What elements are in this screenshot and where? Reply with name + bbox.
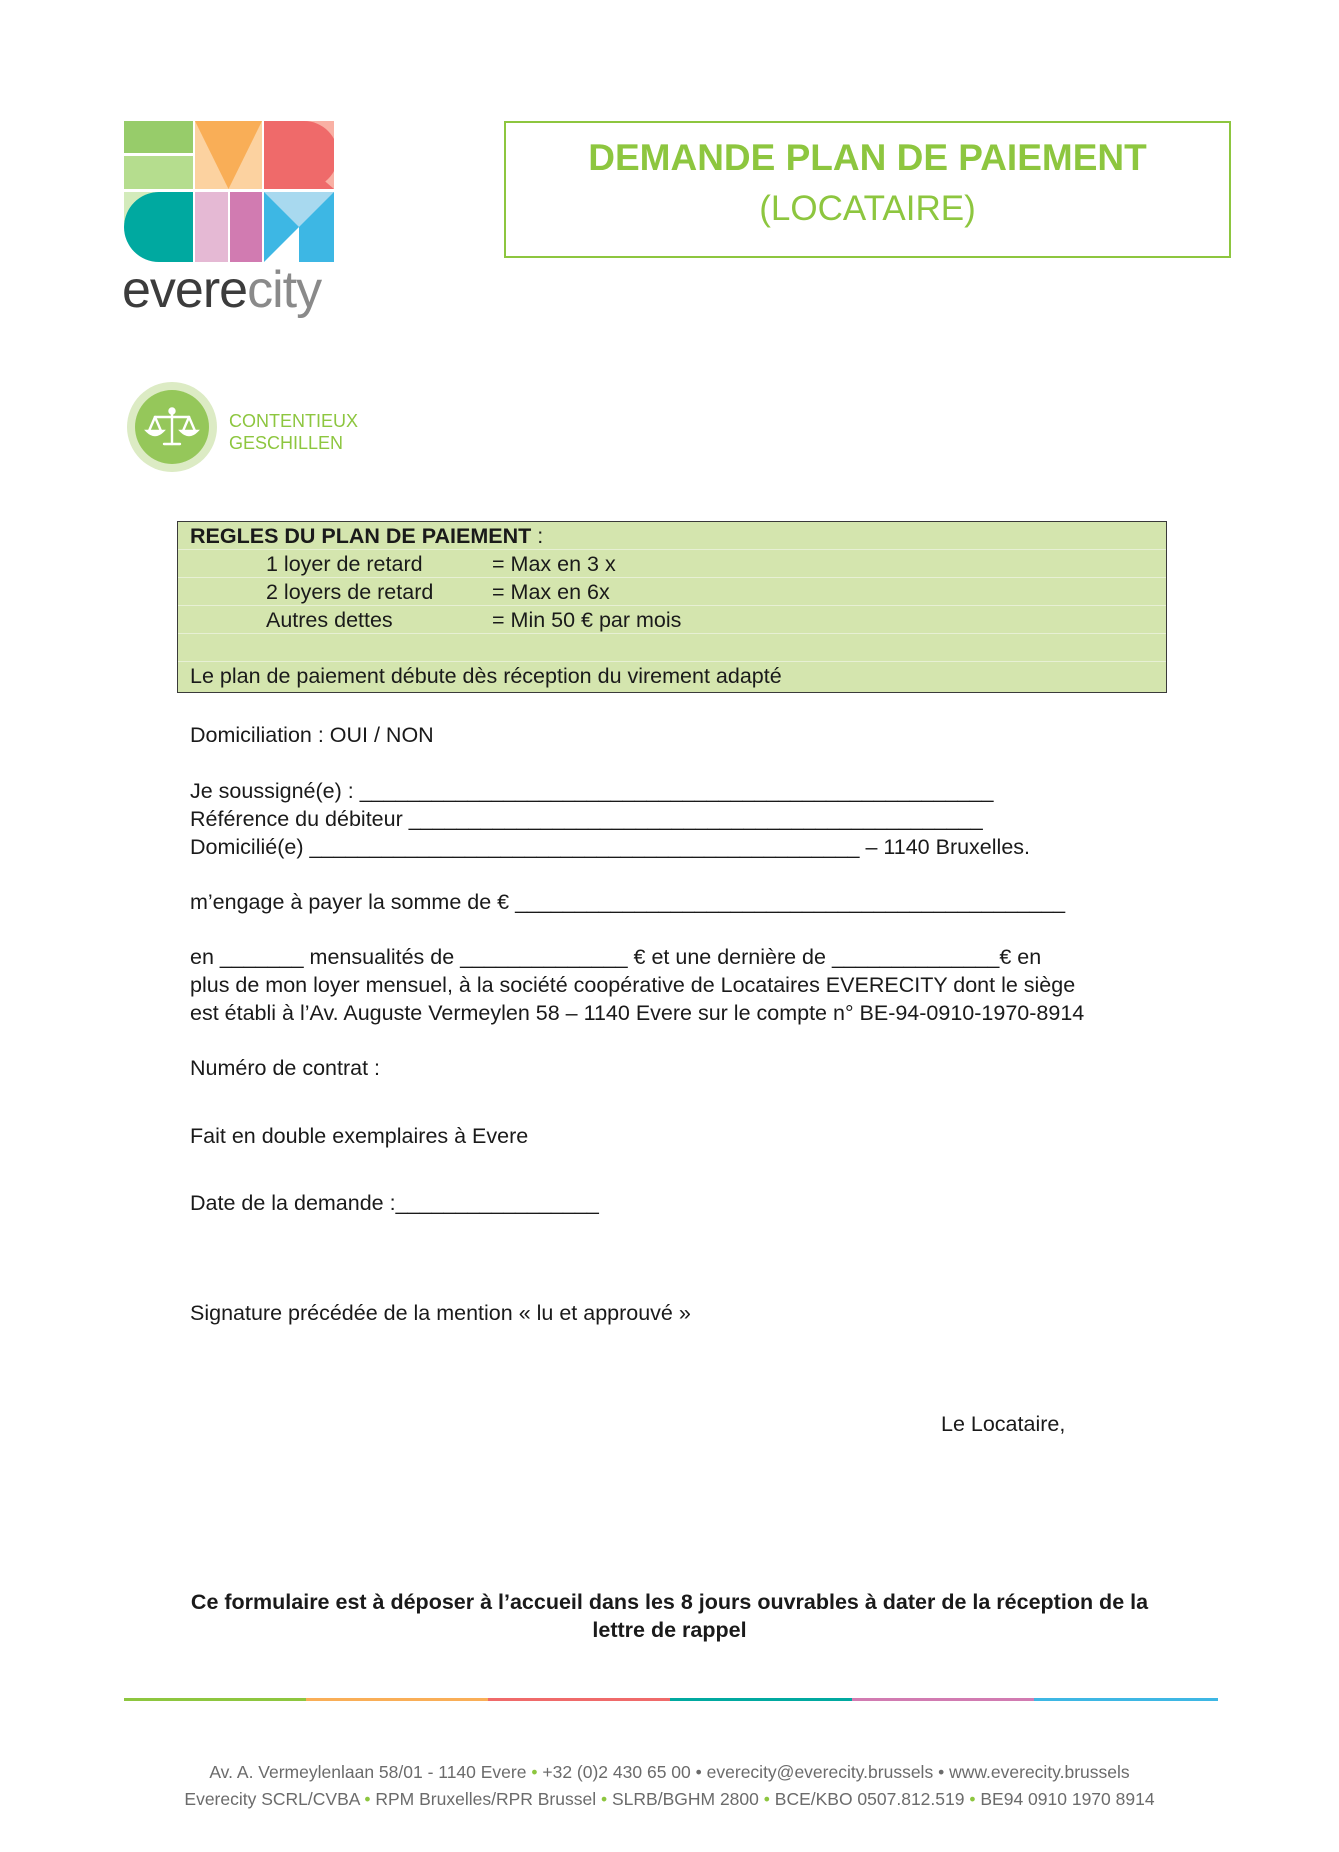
footer-company: Everecity SCRL/CVBA xyxy=(184,1789,360,1809)
separator-dot-icon: • xyxy=(364,1789,371,1809)
domicilie-field[interactable]: Domicilié(e) ______________________________________________ – 1140 Bruxelles. xyxy=(190,835,1031,859)
soussigne-field[interactable]: Je soussigné(e) : _____________________________________________________ xyxy=(190,779,994,803)
page-subtitle: (LOCATAIRE) xyxy=(759,189,976,228)
footer-address: Av. A. Vermeylenlaan 58/01 - 1140 Evere xyxy=(209,1762,527,1782)
separator-dot-icon: • xyxy=(695,1762,702,1782)
rule-value: = Min 50 € par mois xyxy=(492,608,682,632)
footer-legal-line xyxy=(0,1787,1339,1811)
scales-of-justice-icon xyxy=(135,390,209,464)
separator-dot-icon: • xyxy=(600,1789,608,1809)
contentieux-badge xyxy=(127,382,217,472)
installments-text: est établi à l’Av. Auguste Vermeylen 58 – 1140 Evere sur le compte n° BE-94-0910-1970-8914 xyxy=(190,1001,1085,1025)
tenant-label: Le Locataire, xyxy=(941,1412,1066,1436)
installments-text: plus de mon loyer mensuel, à la société coopérative de Locataires EVERECITY dont le siège xyxy=(190,973,1076,997)
footer-rpm: RPM Bruxelles/RPR Brussel xyxy=(375,1789,597,1809)
request-date-field[interactable]: Date de la demande :_________________ xyxy=(190,1191,599,1215)
deadline-notice-line2: lettre de rappel xyxy=(592,1618,747,1642)
page-title: DEMANDE PLAN DE PAIEMENT xyxy=(588,137,1147,178)
everecity-wordmark xyxy=(122,262,321,318)
rules-box xyxy=(177,521,1167,693)
rule-label: Autres dettes xyxy=(266,608,393,632)
rules-heading: REGLES DU PLAN DE PAIEMENT xyxy=(190,524,532,548)
separator-dot-icon: • xyxy=(763,1789,770,1809)
footer-contact-line xyxy=(0,1760,1339,1784)
deadline-notice-line1: Ce formulaire est à déposer à l’accueil dans les 8 jours ouvrables à dater de la réception de la xyxy=(190,1590,1149,1614)
rules-heading-suffix: : xyxy=(531,524,544,548)
domiciliation-field[interactable]: Domiciliation : OUI / NON xyxy=(190,723,434,747)
rule-value: = Max en 3 x xyxy=(492,552,616,576)
installments-field[interactable]: en _______ mensualités de ______________ € et une dernière de ______________€ en xyxy=(190,945,1042,969)
footer-phone: +32 (0)2 430 65 00 xyxy=(542,1762,691,1782)
badge-label-fr: CONTENTIEUX xyxy=(229,411,359,431)
signature-field[interactable]: Signature précédée de la mention « lu et approuvé » xyxy=(190,1301,691,1325)
separator-dot-icon: • xyxy=(969,1789,976,1809)
wordmark-part1: evere xyxy=(122,261,248,319)
reference-field[interactable]: Référence du débiteur ________________________________________________ xyxy=(190,807,983,831)
footer-color-line xyxy=(124,1698,1218,1701)
contract-number-field[interactable]: Numéro de contrat : xyxy=(190,1056,381,1080)
wordmark-part2: city xyxy=(247,261,322,319)
footer-slrb: SLRB/BGHM 2800 xyxy=(612,1789,759,1809)
footer-iban: BE94 0910 1970 8914 xyxy=(980,1789,1155,1809)
done-in-text: Fait en double exemplaires à Evere xyxy=(190,1124,529,1148)
rule-value: = Max en 6x xyxy=(492,580,610,604)
rules-note: Le plan de paiement débute dès réception du virement adapté xyxy=(190,664,782,688)
rule-label: 2 loyers de retard xyxy=(266,580,434,604)
title-box xyxy=(504,121,1231,258)
separator-dot-icon: • xyxy=(531,1762,538,1782)
rule-label: 1 loyer de retard xyxy=(266,552,423,576)
footer-website[interactable]: www.everecity.brussels xyxy=(949,1762,1130,1782)
separator-dot-icon: • xyxy=(938,1762,945,1782)
badge-label-nl: GESCHILLEN xyxy=(229,433,344,453)
everecity-logo-icon xyxy=(124,121,334,262)
amount-field[interactable]: m’engage à payer la somme de € ______________________________________________ xyxy=(190,890,1066,914)
footer-email[interactable]: everecity@everecity.brussels xyxy=(706,1762,934,1782)
badge-inner-circle xyxy=(135,390,209,464)
footer-bce: BCE/KBO 0507.812.519 xyxy=(774,1789,965,1809)
rules-heading-line xyxy=(190,522,543,550)
